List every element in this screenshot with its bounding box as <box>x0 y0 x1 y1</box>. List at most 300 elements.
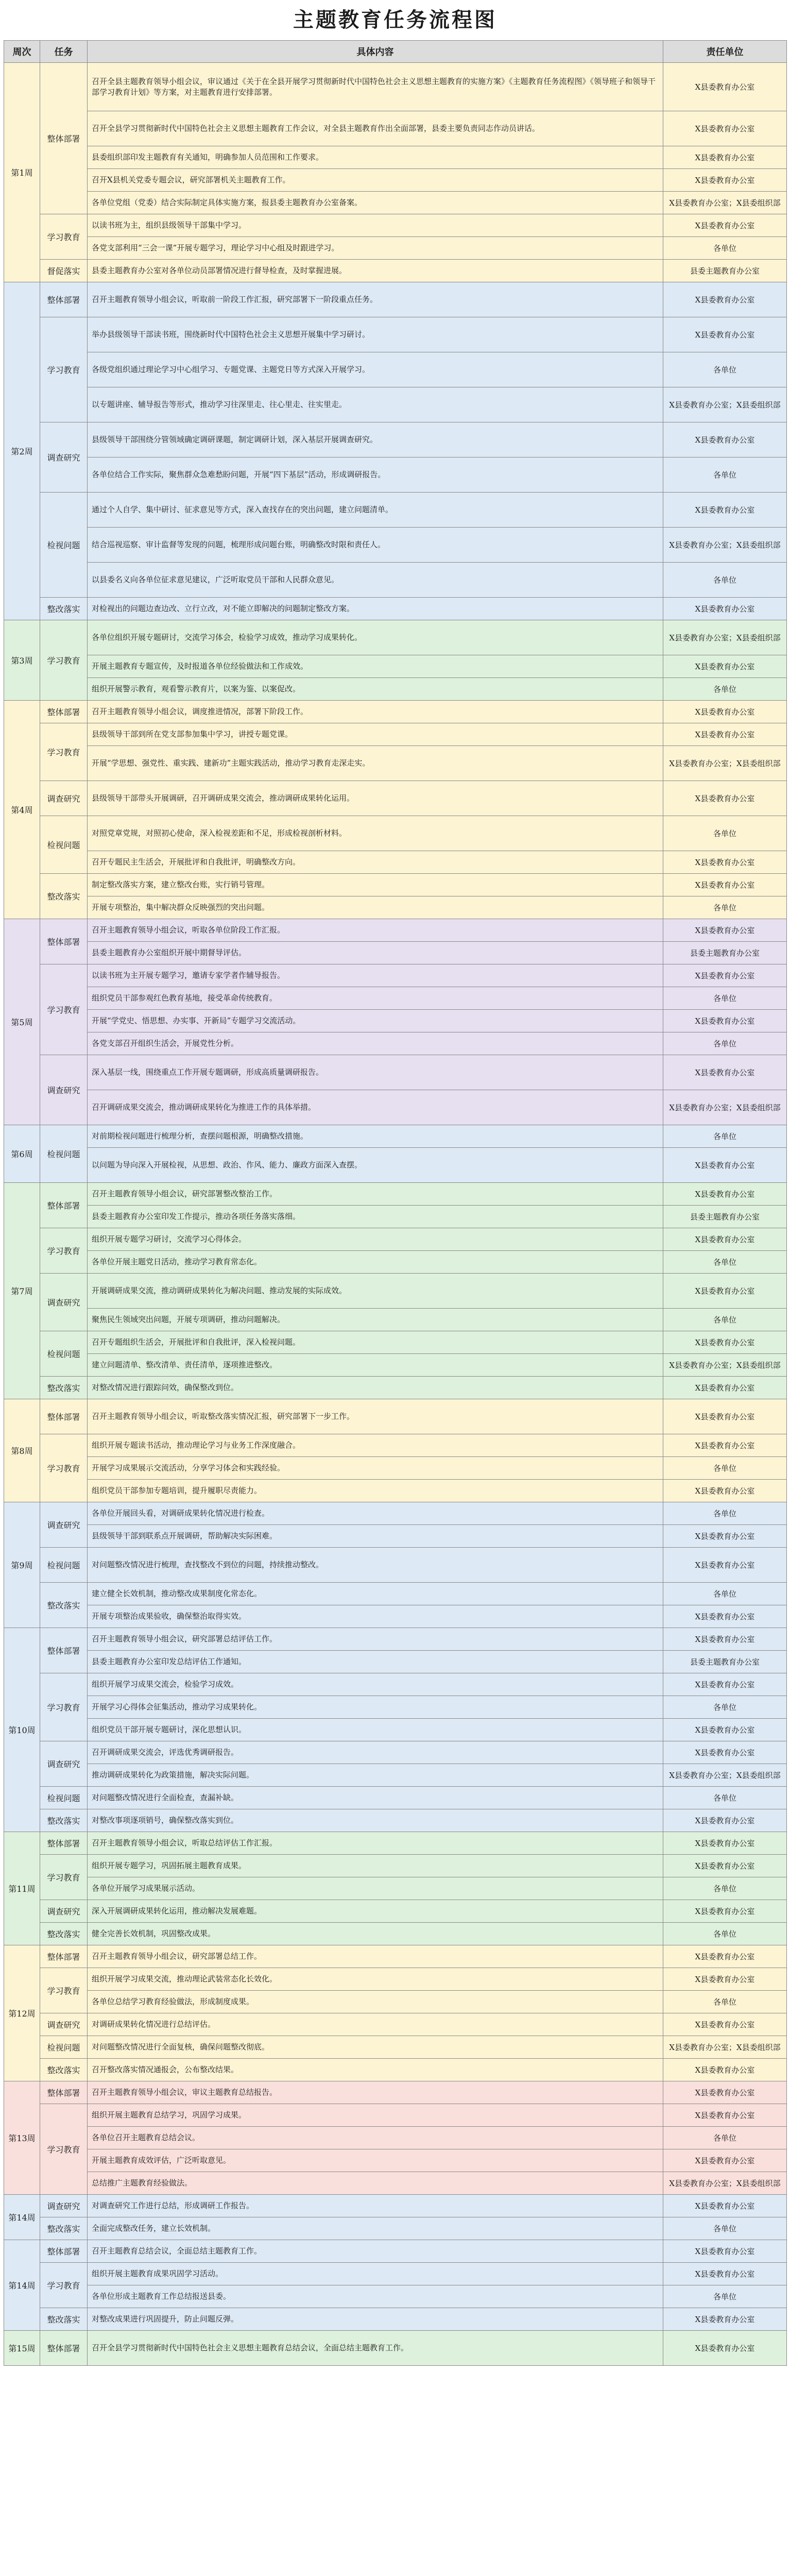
responsible-unit-cell: 各单位 <box>663 678 787 701</box>
table-row <box>4 2149 787 2172</box>
table-row <box>4 2195 787 2217</box>
content-cell: 各单位形成主题教育工作总结报送县委。 <box>88 2285 663 2308</box>
table-row <box>4 1991 787 2013</box>
task-cell: 整体部署 <box>40 2081 88 2104</box>
table-row <box>4 964 787 987</box>
responsible-unit-cell: X县委教育办公室 <box>663 1010 787 1032</box>
content-cell: 县级领导干部带头开展调研，召开调研成果交流会，推动调研成果转化运用。 <box>88 781 663 816</box>
responsible-unit-cell: X县委教育办公室 <box>663 1228 787 1251</box>
table-row <box>4 528 787 563</box>
task-cell: 督促落实 <box>40 260 88 282</box>
responsible-unit-cell: X县委教育办公室；X县委组织部 <box>663 387 787 422</box>
table-row <box>4 2036 787 2059</box>
task-cell: 整体部署 <box>40 701 88 723</box>
table-row <box>4 919 787 942</box>
responsible-unit-cell: 各单位 <box>663 1251 787 1274</box>
table-row <box>4 1457 787 1480</box>
table-row <box>4 1434 787 1457</box>
table-row <box>4 169 787 192</box>
responsible-unit-cell: X县委教育办公室 <box>663 2331 787 2366</box>
content-cell: 组织开展主题教育成果巩固学习活动。 <box>88 2263 663 2285</box>
task-cell: 整改落实 <box>40 2217 88 2240</box>
content-cell: 召开主题教育领导小组会议，听取总结评估工作汇报。 <box>88 1832 663 1855</box>
table-row <box>4 2059 787 2081</box>
task-cell: 检视问题 <box>40 1787 88 1809</box>
week-cell: 第4周 <box>4 701 40 919</box>
responsible-unit-cell: X县委教育办公室 <box>663 1900 787 1923</box>
task-cell: 学习教育 <box>40 723 88 781</box>
table-row <box>4 1832 787 1855</box>
responsible-unit-cell: X县委教育办公室；X县委组织部 <box>663 1764 787 1787</box>
content-cell: 以县委名义向各单位征求意见建议，广泛听取党员干部和人民群众意见。 <box>88 563 663 598</box>
task-cell: 整体部署 <box>40 1832 88 1855</box>
content-cell: 召开主题教育领导小组会议，听取整改落实情况汇报，研究部署下一步工作。 <box>88 1399 663 1434</box>
responsible-unit-cell: X县委教育办公室 <box>663 214 787 237</box>
responsible-unit-cell: 各单位 <box>663 1877 787 1900</box>
table-row <box>4 598 787 620</box>
week-cell: 第6周 <box>4 1125 40 1183</box>
responsible-unit-cell: X县委教育办公室 <box>663 1274 787 1309</box>
content-cell: 对问题整改情况进行全面检查，查漏补缺。 <box>88 1787 663 1809</box>
content-cell: 开展“学思想、强党性、重实践、建新功”主题实践活动，推动学习教育走深走实。 <box>88 746 663 781</box>
task-cell: 整改落实 <box>40 874 88 919</box>
week-cell: 第8周 <box>4 1399 40 1502</box>
content-cell: 结合巡视巡察、审计监督等发现的问题，梳理形成问题台账，明确整改时限和责任人。 <box>88 528 663 563</box>
responsible-unit-cell: 各单位 <box>663 1125 787 1148</box>
responsible-unit-cell: X县委教育办公室 <box>663 63 787 111</box>
content-cell: 各单位召开主题教育总结会议。 <box>88 2127 663 2149</box>
responsible-unit-cell: X县委教育办公室；X县委组织部 <box>663 1354 787 1377</box>
task-cell: 检视问题 <box>40 1125 88 1183</box>
responsible-unit-cell: X县委教育办公室 <box>663 1855 787 1877</box>
content-cell: 县级领导干部围绕分管领域确定调研课题，制定调研计划，深入基层开展调查研究。 <box>88 422 663 457</box>
table-row <box>4 1354 787 1377</box>
content-cell: 组织开展警示教育，观看警示教育片，以案为鉴、以案促改。 <box>88 678 663 701</box>
table-row <box>4 942 787 964</box>
table-row <box>4 1331 787 1354</box>
responsible-unit-cell: X县委教育办公室 <box>663 111 787 146</box>
responsible-unit-cell: X县委教育办公室 <box>663 2263 787 2285</box>
content-cell: 组织党员干部开展专题研讨，深化思想认识。 <box>88 1719 663 1741</box>
responsible-unit-cell: X县委教育办公室 <box>663 1673 787 1696</box>
task-cell: 调查研究 <box>40 1741 88 1787</box>
task-cell: 学习教育 <box>40 964 88 1055</box>
content-cell: 召开X县机关党委专题会议，研究部署机关主题教育工作。 <box>88 169 663 192</box>
table-row <box>4 1855 787 1877</box>
table-row <box>4 2285 787 2308</box>
week-cell: 第11周 <box>4 1832 40 1945</box>
table-row <box>4 1309 787 1331</box>
table-row <box>4 1228 787 1251</box>
responsible-unit-cell: X县委教育办公室 <box>663 2240 787 2263</box>
content-cell: 召开主题教育领导小组会议，研究部署整改整治工作。 <box>88 1183 663 1206</box>
task-cell: 整改落实 <box>40 1377 88 1399</box>
table-row <box>4 874 787 896</box>
responsible-unit-cell: X县委教育办公室 <box>663 655 787 678</box>
content-cell: 以读书班为主开展专题学习，邀请专家学者作辅导报告。 <box>88 964 663 987</box>
responsible-unit-cell: X县委教育办公室 <box>663 723 787 746</box>
content-cell: 深入开展调研成果转化运用，推动解决发展难题。 <box>88 1900 663 1923</box>
table-row <box>4 2081 787 2104</box>
table-row <box>4 1719 787 1741</box>
table-row <box>4 987 787 1010</box>
responsible-unit-cell: X县委教育办公室 <box>663 282 787 317</box>
responsible-unit-cell: X县委教育办公室 <box>663 1945 787 1968</box>
table-row <box>4 1525 787 1548</box>
table-row <box>4 1696 787 1719</box>
responsible-unit-cell: 各单位 <box>663 2217 787 2240</box>
table-row <box>4 1206 787 1228</box>
table-row <box>4 1251 787 1274</box>
week-cell: 第5周 <box>4 919 40 1125</box>
table-row <box>4 1673 787 1696</box>
content-cell: 开展学习成果展示交流活动，分享学习体会和实践经验。 <box>88 1457 663 1480</box>
content-cell: 召开调研成果交流会，推动调研成果转化为推进工作的具体举措。 <box>88 1090 663 1125</box>
content-cell: 召开主题教育总结会议，全面总结主题教育工作。 <box>88 2240 663 2263</box>
table-row <box>4 1032 787 1055</box>
task-cell: 整改落实 <box>40 2059 88 2081</box>
header-week: 周次 <box>4 41 40 63</box>
table-row <box>4 1183 787 1206</box>
responsible-unit-cell: 各单位 <box>663 896 787 919</box>
task-cell: 整体部署 <box>40 63 88 214</box>
responsible-unit-cell: 各单位 <box>663 987 787 1010</box>
week-cell: 第14周 <box>4 2240 40 2331</box>
task-cell: 整体部署 <box>40 1399 88 1434</box>
table-row <box>4 1583 787 1605</box>
table-row <box>4 2331 787 2366</box>
content-cell: 健全完善长效机制，巩固整改成果。 <box>88 1923 663 1945</box>
content-cell: 总结推广主题教育经验做法。 <box>88 2172 663 2195</box>
content-cell: 对问题整改情况进行梳理，查找整改不到位的问题，持续推动整改。 <box>88 1548 663 1583</box>
table-row <box>4 781 787 816</box>
content-cell: 各级党组织通过理论学习中心组学习、专题党课、主题党日等方式深入开展学习。 <box>88 352 663 387</box>
content-cell: 对整改成果进行巩固提升，防止问题反弹。 <box>88 2308 663 2331</box>
task-cell: 整体部署 <box>40 282 88 317</box>
responsible-unit-cell: 各单位 <box>663 1457 787 1480</box>
task-cell: 调查研究 <box>40 1502 88 1548</box>
task-cell: 整改落实 <box>40 1583 88 1628</box>
task-cell: 调查研究 <box>40 1055 88 1125</box>
content-cell: 以问题为导向深入开展检视，从思想、政治、作风、能力、廉政方面深入查摆。 <box>88 1148 663 1183</box>
task-cell: 检视问题 <box>40 816 88 874</box>
task-cell: 调查研究 <box>40 2195 88 2217</box>
content-cell: 召开调研成果交流会，评选优秀调研报告。 <box>88 1741 663 1764</box>
task-cell: 检视问题 <box>40 2036 88 2059</box>
table-body <box>4 63 787 2366</box>
header-content: 具体内容 <box>88 41 663 63</box>
content-cell: 组织开展专题读书活动，推动理论学习与业务工作深度融合。 <box>88 1434 663 1457</box>
task-cell: 整体部署 <box>40 1945 88 1968</box>
task-cell: 整改落实 <box>40 1809 88 1832</box>
table-row <box>4 111 787 146</box>
responsible-unit-cell: 各单位 <box>663 1583 787 1605</box>
content-cell: 县委组织部印发主题教育有关通知，明确参加人员范围和工作要求。 <box>88 146 663 169</box>
content-cell: 召开主题教育领导小组会议，审议主题教育总结报告。 <box>88 2081 663 2104</box>
content-cell: 举办县级领导干部读书班，围绕新时代中国特色社会主义思想开展集中学习研讨。 <box>88 317 663 352</box>
task-cell: 学习教育 <box>40 1228 88 1274</box>
responsible-unit-cell: X县委教育办公室 <box>663 422 787 457</box>
responsible-unit-cell: X县委教育办公室 <box>663 964 787 987</box>
table-row <box>4 1628 787 1651</box>
responsible-unit-cell: X县委教育办公室 <box>663 1628 787 1651</box>
table-row <box>4 1377 787 1399</box>
responsible-unit-cell: X县委教育办公室 <box>663 1331 787 1354</box>
task-cell: 学习教育 <box>40 1434 88 1502</box>
content-cell: 县委主题教育办公室对各单位动员部署情况进行督导检查，及时掌握进展。 <box>88 260 663 282</box>
content-cell: 以读书班为主，组织县级领导干部集中学习。 <box>88 214 663 237</box>
table-row <box>4 2217 787 2240</box>
responsible-unit-cell: X县委教育办公室 <box>663 169 787 192</box>
content-cell: 召开主题教育领导小组会议，研究部署总结工作。 <box>88 1945 663 1968</box>
content-cell: 建立健全长效机制，推动整改成果制度化常态化。 <box>88 1583 663 1605</box>
responsible-unit-cell: X县委教育办公室 <box>663 317 787 352</box>
task-cell: 学习教育 <box>40 620 88 701</box>
responsible-unit-cell: 各单位 <box>663 2127 787 2149</box>
content-cell: 各单位开展回头看，对调研成果转化情况进行检查。 <box>88 1502 663 1525</box>
content-cell: 组织开展专题学习研讨，交流学习心得体会。 <box>88 1228 663 1251</box>
responsible-unit-cell: X县委教育办公室 <box>663 919 787 942</box>
responsible-unit-cell: X县委教育办公室 <box>663 2308 787 2331</box>
responsible-unit-cell: 各单位 <box>663 563 787 598</box>
content-cell: 组织开展专题学习，巩固拓展主题教育成果。 <box>88 1855 663 1877</box>
responsible-unit-cell: X县委教育办公室 <box>663 1480 787 1502</box>
week-cell: 第15周 <box>4 2331 40 2366</box>
table-row <box>4 1502 787 1525</box>
responsible-unit-cell: X县委教育办公室 <box>663 2059 787 2081</box>
responsible-unit-cell: X县委教育办公室 <box>663 2013 787 2036</box>
table-row <box>4 237 787 260</box>
table-row <box>4 387 787 422</box>
responsible-unit-cell: 各单位 <box>663 1502 787 1525</box>
content-cell: 各单位党组（党委）结合实际制定具体实施方案，报县委主题教育办公室备案。 <box>88 192 663 214</box>
week-cell: 第12周 <box>4 1945 40 2081</box>
task-cell: 学习教育 <box>40 1673 88 1741</box>
responsible-unit-cell: 县委主题教育办公室 <box>663 1206 787 1228</box>
responsible-unit-cell: X县委教育办公室 <box>663 1148 787 1183</box>
content-cell: 各党支部召开组织生活会，开展党性分析。 <box>88 1032 663 1055</box>
task-cell: 调查研究 <box>40 422 88 493</box>
responsible-unit-cell: X县委教育办公室；X县委组织部 <box>663 528 787 563</box>
responsible-unit-cell: X县委教育办公室 <box>663 2081 787 2104</box>
content-cell: 县委主题教育办公室印发总结评估工作通知。 <box>88 1651 663 1673</box>
responsible-unit-cell: 各单位 <box>663 1032 787 1055</box>
table-row <box>4 1125 787 1148</box>
task-cell: 学习教育 <box>40 317 88 422</box>
responsible-unit-cell: X县委教育办公室；X县委组织部 <box>663 2036 787 2059</box>
table-row <box>4 493 787 528</box>
content-cell: 以专题讲座、辅导报告等形式，推动学习往深里走、往心里走、往实里走。 <box>88 387 663 422</box>
responsible-unit-cell: X县委教育办公室 <box>663 1183 787 1206</box>
table-row <box>4 1923 787 1945</box>
responsible-unit-cell: X县委教育办公室 <box>663 598 787 620</box>
table-row <box>4 422 787 457</box>
table-row <box>4 1809 787 1832</box>
content-cell: 对整改情况进行跟踪问效，确保整改到位。 <box>88 1377 663 1399</box>
responsible-unit-cell: X县委教育办公室 <box>663 701 787 723</box>
content-cell: 开展主题教育成效评估，广泛听取意见。 <box>88 2149 663 2172</box>
task-cell: 整体部署 <box>40 2331 88 2366</box>
responsible-unit-cell: X县委教育办公室 <box>663 1525 787 1548</box>
table-row <box>4 2308 787 2331</box>
responsible-unit-cell: 各单位 <box>663 457 787 493</box>
table-row <box>4 1274 787 1309</box>
responsible-unit-cell: 县委主题教育办公室 <box>663 1651 787 1673</box>
table-row <box>4 1480 787 1502</box>
week-cell: 第7周 <box>4 1183 40 1399</box>
responsible-unit-cell: 各单位 <box>663 816 787 851</box>
responsible-unit-cell: X县委教育办公室 <box>663 493 787 528</box>
document-title: 主题教育任务流程图 <box>293 8 497 32</box>
week-cell: 第9周 <box>4 1502 40 1628</box>
table-row <box>4 1399 787 1434</box>
table-row <box>4 2240 787 2263</box>
header-task: 任务 <box>40 41 88 63</box>
responsible-unit-cell: 县委主题教育办公室 <box>663 260 787 282</box>
content-cell: 对调查研究工作进行总结，形成调研工作报告。 <box>88 2195 663 2217</box>
content-cell: 召开全县学习贯彻新时代中国特色社会主义思想主题教育工作会议，对全县主题教育作出全面部署，县委主要负责同志作动员讲话。 <box>88 111 663 146</box>
responsible-unit-cell: X县委教育办公室 <box>663 1399 787 1434</box>
content-cell: 对前期检视问题进行梳理分析，查摆问题根源，明确整改措施。 <box>88 1125 663 1148</box>
table-row <box>4 620 787 655</box>
content-cell: 县级领导干部到联系点开展调研，帮助解决实际困难。 <box>88 1525 663 1548</box>
task-cell: 检视问题 <box>40 493 88 598</box>
content-cell: 召开专题组织生活会，开展批评和自我批评，深入检视问题。 <box>88 1331 663 1354</box>
content-cell: 召开全县学习贯彻新时代中国特色社会主义思想主题教育总结会议，全面总结主题教育工作。 <box>88 2331 663 2366</box>
table-row <box>4 1548 787 1583</box>
responsible-unit-cell: X县委教育办公室；X县委组织部 <box>663 746 787 781</box>
responsible-unit-cell: X县委教育办公室 <box>663 851 787 874</box>
content-cell: 对整改事项逐项销号，确保整改落实到位。 <box>88 1809 663 1832</box>
task-cell: 调查研究 <box>40 1274 88 1331</box>
task-cell: 调查研究 <box>40 2013 88 2036</box>
responsible-unit-cell: 各单位 <box>663 1923 787 1945</box>
task-cell: 整改落实 <box>40 598 88 620</box>
table-row <box>4 214 787 237</box>
table-row <box>4 2263 787 2285</box>
responsible-unit-cell: X县委教育办公室 <box>663 2149 787 2172</box>
task-flow-table <box>4 40 787 2366</box>
responsible-unit-cell: 各单位 <box>663 1309 787 1331</box>
content-cell: 对照党章党规，对照初心使命，深入检视差距和不足，形成检视剖析材料。 <box>88 816 663 851</box>
task-cell: 整改落实 <box>40 1923 88 1945</box>
table-row <box>4 1900 787 1923</box>
week-cell: 第14周 <box>4 2195 40 2240</box>
content-cell: 各单位组织开展专题研讨，交流学习体会，检验学习成效，推动学习成果转化。 <box>88 620 663 655</box>
content-cell: 组织开展学习成果交流会，检验学习成效。 <box>88 1673 663 1696</box>
responsible-unit-cell: X县委教育办公室 <box>663 1741 787 1764</box>
task-cell: 学习教育 <box>40 2263 88 2308</box>
content-cell: 开展专项整治，集中解决群众反映强烈的突出问题。 <box>88 896 663 919</box>
responsible-unit-cell: X县委教育办公室；X县委组织部 <box>663 1090 787 1125</box>
content-cell: 召开主题教育领导小组会议，听取各单位阶段工作汇报。 <box>88 919 663 942</box>
table-row <box>4 1968 787 1991</box>
content-cell: 各单位总结学习教育经验做法，形成制度成果。 <box>88 1991 663 2013</box>
responsible-unit-cell: 各单位 <box>663 1787 787 1809</box>
table-row <box>4 1651 787 1673</box>
table-row <box>4 2104 787 2127</box>
content-cell: 通过个人自学、集中研讨、征求意见等方式，深入查找存在的突出问题，建立问题清单。 <box>88 493 663 528</box>
table-row <box>4 192 787 214</box>
content-cell: 开展专项整治成果验收，确保整治取得实效。 <box>88 1605 663 1628</box>
responsible-unit-cell: 各单位 <box>663 352 787 387</box>
task-cell: 检视问题 <box>40 1331 88 1377</box>
responsible-unit-cell: X县委教育办公室 <box>663 1434 787 1457</box>
task-cell: 整改落实 <box>40 2308 88 2331</box>
table-row <box>4 1148 787 1183</box>
table-row <box>4 816 787 851</box>
content-cell: 召开主题教育领导小组会议，听取前一阶段工作汇报，研究部署下一阶段重点任务。 <box>88 282 663 317</box>
responsible-unit-cell: X县委教育办公室 <box>663 1968 787 1991</box>
week-cell: 第13周 <box>4 2081 40 2195</box>
table-row <box>4 701 787 723</box>
task-cell: 学习教育 <box>40 1968 88 2013</box>
week-cell: 第2周 <box>4 282 40 620</box>
content-cell: 召开专题民主生活会，开展批评和自我批评，明确整改方向。 <box>88 851 663 874</box>
table-row <box>4 1605 787 1628</box>
content-cell: 深入基层一线，围绕重点工作开展专题调研，形成高质量调研报告。 <box>88 1055 663 1090</box>
content-cell: 全面完成整改任务，建立长效机制。 <box>88 2217 663 2240</box>
table-row <box>4 2172 787 2195</box>
task-cell: 调查研究 <box>40 1900 88 1923</box>
content-cell: 组织党员干部参加专题培训，提升履职尽责能力。 <box>88 1480 663 1502</box>
header-row <box>4 41 787 63</box>
responsible-unit-cell: X县委教育办公室；X县委组织部 <box>663 192 787 214</box>
responsible-unit-cell: 各单位 <box>663 1696 787 1719</box>
week-cell: 第1周 <box>4 63 40 282</box>
content-cell: 开展调研成果交流，推动调研成果转化为解决问题、推动发展的实际成效。 <box>88 1274 663 1309</box>
table-row <box>4 1010 787 1032</box>
content-cell: 组织开展学习成果交流，推动理论武装常态化长效化。 <box>88 1968 663 1991</box>
table-row <box>4 2013 787 2036</box>
header-unit: 责任单位 <box>663 41 787 63</box>
task-cell: 整体部署 <box>40 919 88 964</box>
table-row <box>4 1945 787 1968</box>
responsible-unit-cell: X县委教育办公室 <box>663 874 787 896</box>
table-row <box>4 896 787 919</box>
content-cell: 开展主题教育专题宣传，及时报道各单位经验做法和工作成效。 <box>88 655 663 678</box>
table-row <box>4 260 787 282</box>
table-row <box>4 851 787 874</box>
table-row <box>4 317 787 352</box>
responsible-unit-cell: X县委教育办公室；X县委组织部 <box>663 620 787 655</box>
responsible-unit-cell: X县委教育办公室 <box>663 146 787 169</box>
task-cell: 整体部署 <box>40 1183 88 1228</box>
content-cell: 对检视出的问题边查边改、立行立改，对不能立即解决的问题制定整改方案。 <box>88 598 663 620</box>
responsible-unit-cell: X县委教育办公室 <box>663 1377 787 1399</box>
content-cell: 各单位结合工作实际，聚焦群众急难愁盼问题，开展“四下基层”活动，形成调研报告。 <box>88 457 663 493</box>
week-cell: 第10周 <box>4 1628 40 1832</box>
table-row <box>4 282 787 317</box>
content-cell: 制定整改落实方案，建立整改台账，实行销号管理。 <box>88 874 663 896</box>
table-row <box>4 352 787 387</box>
content-cell: 县级领导干部到所在党支部参加集中学习，讲授专题党课。 <box>88 723 663 746</box>
task-cell: 调查研究 <box>40 781 88 816</box>
table-row <box>4 2127 787 2149</box>
table-row <box>4 723 787 746</box>
content-cell: 各党支部利用“三会一课”开展专题学习，理论学习中心组及时跟进学习。 <box>88 237 663 260</box>
content-cell: 对问题整改情况进行全面复核，确保问题整改彻底。 <box>88 2036 663 2059</box>
content-cell: 组织党员干部参观红色教育基地，接受革命传统教育。 <box>88 987 663 1010</box>
content-cell: 召开主题教育领导小组会议，调度推进情况，部署下阶段工作。 <box>88 701 663 723</box>
responsible-unit-cell: X县委教育办公室 <box>663 1809 787 1832</box>
table-row <box>4 746 787 781</box>
content-cell: 聚焦民生领域突出问题，开展专项调研，推动问题解决。 <box>88 1309 663 1331</box>
content-cell: 开展学习心得体会征集活动，推动学习成果转化。 <box>88 1696 663 1719</box>
content-cell: 县委主题教育办公室组织开展中期督导评估。 <box>88 942 663 964</box>
task-cell: 检视问题 <box>40 1548 88 1583</box>
content-cell: 开展“学党史、悟思想、办实事、开新局”专题学习交流活动。 <box>88 1010 663 1032</box>
